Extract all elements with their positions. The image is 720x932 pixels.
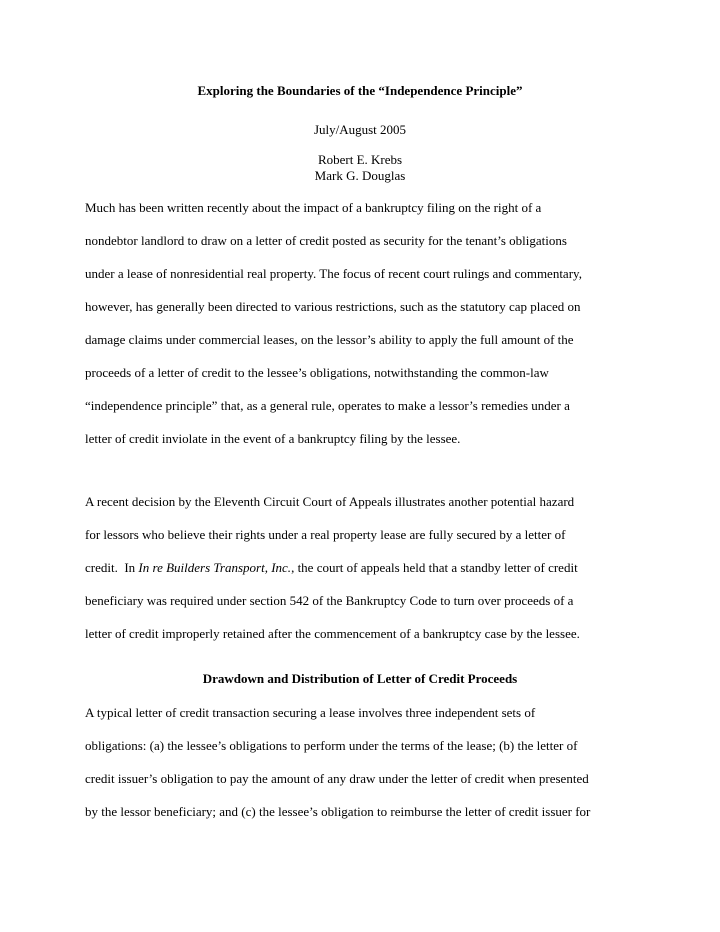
- paragraph-3-line: credit issuer’s obligation to pay the amount of any draw under the letter of credit when presented: [85, 771, 589, 786]
- document-title: Exploring the Boundaries of the “Independence Principle”: [197, 83, 523, 98]
- paragraph-2-line: A recent decision by the Eleventh Circuit Court of Appeals illustrates another potential hazard: [85, 494, 575, 509]
- paragraph-2-line: for lessors who believe their rights under a real property lease are fully secured by a letter of: [85, 527, 566, 542]
- author-1: Robert E. Krebs: [317, 152, 403, 167]
- paragraph-2-text: credit. In: [85, 560, 139, 575]
- paragraph-3-line: A typical letter of credit transaction securing a lease involves three independent sets of: [85, 705, 536, 720]
- paragraph-1-line: proceeds of a letter of credit to the lessee’s obligations, notwithstanding the common-law: [85, 365, 549, 380]
- author-2: Mark G. Douglas: [314, 168, 406, 183]
- paragraph-1-line: damage claims under commercial leases, on the lessor’s ability to apply the full amount of the: [85, 332, 574, 347]
- case-citation: In re Builders Transport, Inc.: [138, 560, 292, 575]
- paragraph-2-line: letter of credit improperly retained after the commencement of a bankruptcy case by the lessee.: [85, 626, 580, 641]
- paragraph-3-line: by the lessor beneficiary; and (c) the lessee’s obligation to reimburse the letter of credit issuer for: [85, 804, 591, 819]
- paragraph-2-text: , the court of appeals held that a standby letter of credit: [291, 560, 578, 575]
- paragraph-1-line: nondebtor landlord to draw on a letter of credit posted as security for the tenant’s obligations: [85, 233, 567, 248]
- paragraph-1-line: under a lease of nonresidential real property. The focus of recent court rulings and commentary,: [85, 266, 582, 281]
- paragraph-1-line: “independence principle” that, as a general rule, operates to make a lessor’s remedies under a: [85, 398, 570, 413]
- paragraph-2-line: [85, 560, 645, 576]
- document-date: July/August 2005: [313, 122, 407, 137]
- paragraph-1-line: however, has generally been directed to various restrictions, such as the statutory cap placed on: [85, 299, 581, 314]
- paragraph-3-line: obligations: (a) the lessee’s obligations to perform under the terms of the lease; (b) the letter of: [85, 738, 578, 753]
- paragraph-2-line: beneficiary was required under section 542 of the Bankruptcy Code to turn over proceeds of a: [85, 593, 574, 608]
- paragraph-1-line: Much has been written recently about the impact of a bankruptcy filing on the right of a: [85, 200, 542, 215]
- paragraph-1-line: letter of credit inviolate in the event of a bankruptcy filing by the lessee.: [85, 431, 461, 446]
- section-heading: Drawdown and Distribution of Letter of Credit Proceeds: [202, 671, 518, 686]
